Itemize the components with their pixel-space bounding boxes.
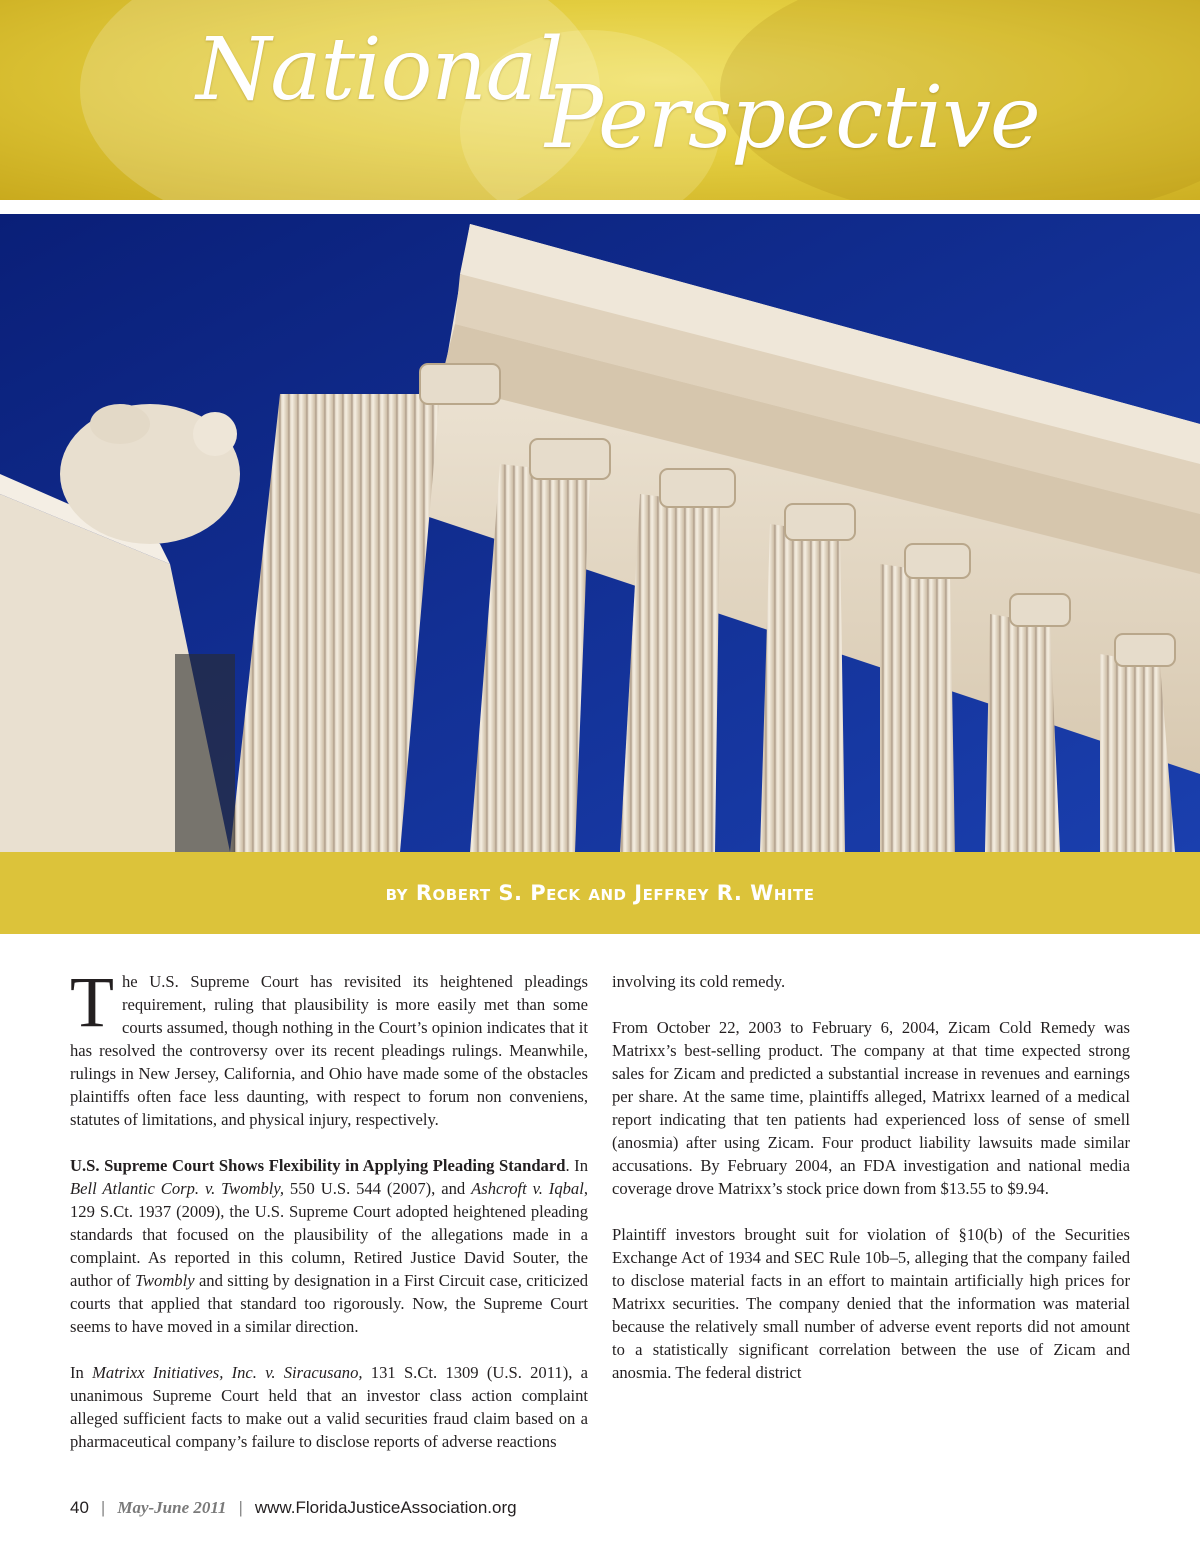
byline-band (0, 852, 1200, 934)
title-perspective: Perspective (545, 68, 1040, 168)
body-text: involving its cold remedy. (612, 972, 786, 991)
case-citation: Ashcroft v. Iqbal (471, 1179, 584, 1198)
page-footer (70, 1498, 517, 1518)
footer-separator: | (100, 1498, 106, 1517)
article-column-left (70, 962, 589, 1476)
section-paragraph (70, 1154, 588, 1338)
body-text: 131 S.Ct. 1309 (U.S. 2011), a unanimous Supreme Court held that an investor class action complaint alleged sufficient facts to make out a valid securities fraud claim based on a pharmaceutical company’s failure to disclose reports of adverse reactions (70, 1363, 588, 1451)
case-citation: Matrixx Initiatives, Inc. v. Siracusano, (92, 1363, 363, 1382)
article-column-right (612, 970, 1130, 1407)
body-text: . In (565, 1156, 588, 1175)
supreme-court-photo (0, 214, 1200, 852)
body-text: 550 U.S. 544 (2007), and (284, 1179, 472, 1198)
website-link[interactable]: www.FloridaJusticeAssociation.org (254, 1498, 517, 1517)
matrixx-paragraph (70, 1361, 588, 1453)
byline: by Robert S. Peck and Jeffrey R. White (385, 881, 815, 905)
case-citation: Twombly (134, 1271, 195, 1290)
body-text: , 129 S.Ct. 1937 (2009), the U.S. Supreme Court adopted heightened pleading standards that focused on the plausibility of the allegations made in a complaint. As reported in this column, Retired Justice David Souter, the author of (70, 1179, 588, 1290)
section-subhead: U.S. Supreme Court Shows Flexibility in Applying Pleading Standard (70, 1156, 566, 1175)
investors-paragraph: Plaintiff investors brought suit for violation of §10(b) of the Securities Exchange Act of 1934 and SEC Rule 10b–5, alleging that the company failed to disclose material facts in an effort to maintain artificially high prices for Matrixx securities. The company denied that the information was material because the relatively small number of adverse event reports did not amount to a statistically significant correlation between the use of Zicam and anosmia. The federal district (612, 1225, 1130, 1382)
drop-cap: T (70, 962, 114, 1042)
case-citation: Bell Atlantic Corp. v. Twombly, (70, 1179, 284, 1198)
intro-text: he U.S. Supreme Court has revisited its heightened pleadings requirement, ruling that plausibility is more easily met than some courts assumed, though nothing in the Court’s opinion indicates that it has resolved the controversy over its recent pleadings rulings. Meanwhile, rulings in New Jersey, California, and Ohio have made some of the obstacles plaintiffs often face less daunting, with respect to forum non conveniens, statutes of limitations, and physical injury, respectively. (70, 972, 588, 1129)
title-national: National (196, 20, 563, 120)
page-number: 40 (70, 1498, 89, 1517)
continuation-paragraph (612, 970, 1130, 993)
issue-date: May-June 2011 (117, 1498, 227, 1517)
intro-paragraph (70, 962, 588, 1131)
body-text: In (70, 1363, 93, 1382)
body-text: and sitting by designation in a First Circuit case, criticized courts that applied that standard too rigorously. Now, the Supreme Court seems to have moved in a similar direction. (70, 1271, 589, 1336)
footer-separator: | (238, 1498, 243, 1517)
header-banner (0, 0, 1200, 200)
zicam-paragraph: From October 22, 2003 to February 6, 2004, Zicam Cold Remedy was Matrixx’s best-selling product. The company at that time expected strong sales for Zicam and predicted a substantial increase in revenues and earnings per share. At the same time, plaintiffs alleged, Matrixx learned of a medical report indicating that ten patients had experienced loss of sense of smell (anosmia) after using Zicam. Four product liability lawsuits made similar accusations. By February 2004, an FDA investigation and national media coverage drove Matrixx’s stock price down from $13.55 to $9.94. (612, 1018, 1130, 1198)
